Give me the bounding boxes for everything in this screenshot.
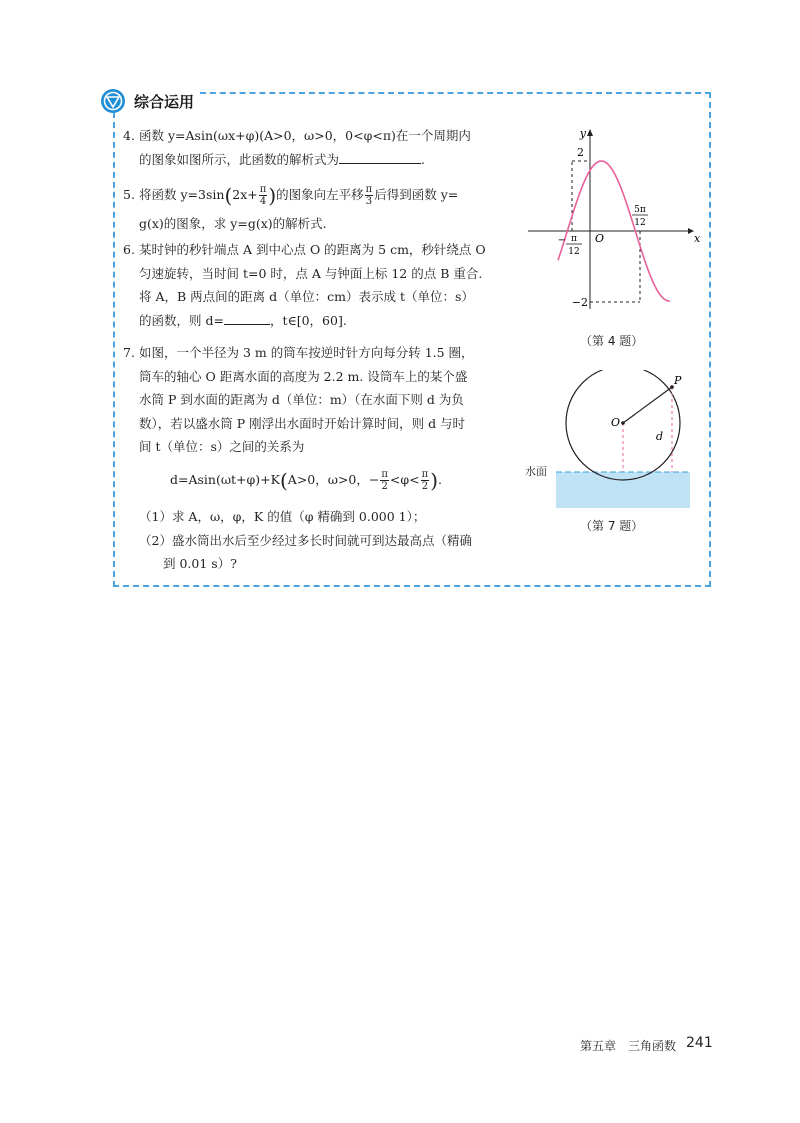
exercise-box-top-border xyxy=(200,92,711,94)
question-6 xyxy=(123,238,518,332)
section-title: 综合运用 xyxy=(134,93,195,111)
q5-line2: g(x)的图象，求 y=g(x)的解析式. xyxy=(139,216,327,231)
q6-line4a: 的函数，则 d= xyxy=(139,312,224,328)
figure-7-caption: （第 7 题） xyxy=(580,519,644,533)
radius-line xyxy=(623,387,672,423)
question-5: 5. 将函数 y=3sin(2x+ $\frac{\pi}{4}$ )的图象向左平移 $\frac{\pi}{3}$ 后得到函数 y= g(x)的图象，求 y=g(x)的解析式. xyxy=(123,183,459,231)
q6-line2: 匀速旋转，当时间 t=0 时，点 A 与钟面上标 12 的点 B 重合. xyxy=(139,265,483,281)
water-body xyxy=(556,472,690,508)
question-number: 7. xyxy=(123,345,135,360)
answer-blank[interactable] xyxy=(224,311,270,325)
q7-line1: 如图，一个半径为 3 m 的筒车按逆时针方向每分转 1.5 圈， xyxy=(139,345,474,360)
q6-line4b: ，t∈[0，60]. xyxy=(269,312,347,328)
question-number: 4. xyxy=(123,128,135,143)
question-number: 6. xyxy=(123,242,135,257)
q4-line2: 的图象如图所示，此函数的解析式为 xyxy=(139,151,340,167)
q5-text-d: 后得到函数 y= xyxy=(374,187,459,202)
q6-line1: 某时钟的秒针端点 A 到中心点 O 的距离为 5 cm，秒针绕点 O xyxy=(139,242,486,257)
origin-label: O xyxy=(595,232,605,245)
fraction-pi-over-2: $\frac{\pi}{2}$ xyxy=(421,469,429,492)
x-axis-label: x xyxy=(694,232,700,245)
question-7-parts xyxy=(123,505,518,576)
figure-4-graph xyxy=(528,124,700,310)
y-max-label: 2 xyxy=(577,146,584,159)
q5-text-a: 将函数 y=3sin xyxy=(139,187,225,202)
page-number: 241 xyxy=(686,1035,713,1051)
q4-period: . xyxy=(421,151,425,167)
question-7 xyxy=(123,341,518,459)
x-left-numerator: π xyxy=(571,234,577,244)
x-right-denominator: 12 xyxy=(634,218,646,228)
q5-text-c: 的图象向左平移 xyxy=(276,187,364,202)
x-right-numerator: 5π xyxy=(634,205,646,215)
q5-text-b: 2x+ xyxy=(232,187,258,202)
point-label: P xyxy=(674,374,682,387)
fraction-pi-over-2: $\frac{\pi}{2}$ xyxy=(381,469,388,492)
q7-part2-cont: 到 0.01 s）? xyxy=(163,556,237,571)
x-left-denominator: 12 xyxy=(568,247,580,257)
answer-blank[interactable] xyxy=(339,150,421,164)
q7-part1: （1）求 A，ω，φ，K 的值（φ 精确到 0.000 1）； xyxy=(139,509,426,524)
q7-line5: 间 t（单位：s）之间的关系为 xyxy=(139,439,305,454)
center-label: O xyxy=(611,416,621,429)
distance-label: d xyxy=(656,430,664,443)
q6-line3: 将 A，B 两点间的距离 d（单位：cm）表示成 t（单位：s） xyxy=(139,289,474,304)
x-left-sign: − xyxy=(557,235,566,246)
fraction-pi-over-3: $\frac{\pi}{3}$ xyxy=(365,184,373,207)
figure-4-caption: （第 4 题） xyxy=(580,334,644,348)
q7-line3: 水筒 P 到水面的距离为 d（单位：m）（在水面下则 d 为负 xyxy=(139,392,464,407)
y-axis-label: y xyxy=(579,127,586,140)
y-min-label: −2 xyxy=(571,296,588,309)
q7-line4: 数），若以盛水筒 P 刚浮出水面时开始计算时间，则 d 与时 xyxy=(139,415,466,431)
q4-line1: 函数 y=Asin(ωx+φ)(A>0，ω>0，0<φ<π)在一个周期内 xyxy=(139,128,471,143)
q7-part2: （2）盛水筒出水后至少经过多长时间就可到达最高点（精确 xyxy=(139,532,472,548)
figure-7-waterwheel xyxy=(522,370,697,512)
fraction-pi-over-4: $\frac{\pi}{4}$ xyxy=(259,184,267,207)
question-number: 5. xyxy=(123,187,135,202)
center-point xyxy=(621,421,625,425)
q7-formula: d=Asin(ωt+φ)+K(A>0，ω>0，− $\frac{\pi}{2}$ <φ< $\frac{\pi}{2}$ ). xyxy=(170,468,442,493)
y-axis-arrow xyxy=(587,129,593,136)
chapter-footer: 第五章 三角函数 xyxy=(580,1039,677,1053)
section-icon xyxy=(100,88,126,114)
question-4 xyxy=(123,124,518,171)
q7-line2: 筒车的轴心 O 距离水面的高度为 2.2 m. 设筒车上的某个盛 xyxy=(139,368,468,384)
water-label: 水面 xyxy=(525,465,547,478)
